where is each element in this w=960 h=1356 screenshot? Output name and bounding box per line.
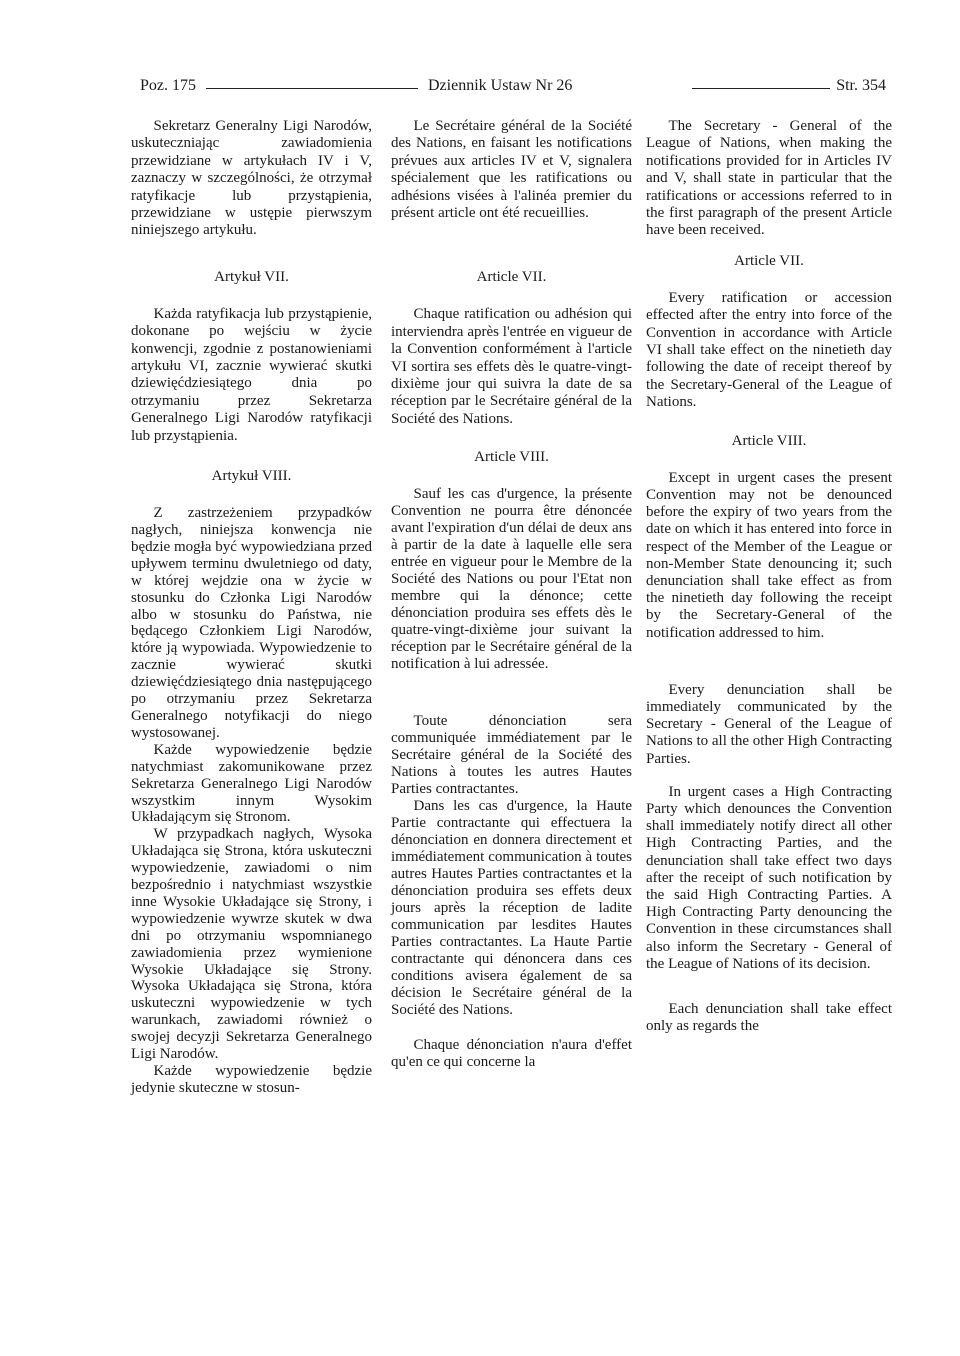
polish-article-8-paragraph-4: Każde wypowiedzenie będzie jedynie skuteczne w stosun- (131, 1063, 372, 1096)
french-article-8-paragraph-1: Sauf les cas d'urgence, la présente Convention ne pourra être dénoncée avant l'expiration d'un délai de deux ans à partir de la date à laquelle elle sera entrée en vigueur pour le Membre de la Société des Nations ou pour l'Etat non membre qui la dénonce; cette dénonciation produira ses effets dès le quatre-vingt-dixième jour suivant la réception par le Secrétaire général de la notification à lui adressée. (391, 486, 632, 673)
polish-article-8-paragraph-3: W przypadkach nagłych, Wysoka Układająca się Strona, która uskuteczni wypowiedzenie, zawiadomi o nim bezpośrednio i natychmiast wszystkie inne Wysokie Układające się Strony, i wypowiedzenie wywrze skutek w dwa dni po otrzymaniu wspomnianego zawiadomienia przez wymienione Wysokie Układające się Strony. Wysoka Układająca się Strona, która uskuteczni wypowiedzenie w tych warunkach, zawiadomi również o swojej decyzji Sekretarza Generalnego Ligi Narodów. (131, 826, 372, 1063)
header-rule-right (692, 88, 830, 89)
english-article-7-text: Every ratification or accession effected after the entry into force of the Convention in accordance with Article VI shall take effect on the ninetieth day following the date of receipt thereof by the Secretary-General of the League of Nations. (646, 289, 892, 411)
polish-article-7-heading: Artykuł VII. (214, 268, 289, 285)
french-article-8-paragraph-2: Toute dénonciation sera communiquée immédiatement par le Secrétaire général de la Société des Nations à toutes les autres Hautes Parties contractantes. (391, 713, 632, 798)
french-article-7-heading: Article VII. (476, 269, 547, 286)
french-article-8-heading: Article VIII. (474, 449, 549, 466)
polish-article-7-text: Każda ratyfikacja lub przystąpienie, dokonane po wejściu w życie konwencji, zgodnie z postanowieniami artykułu VI, zacznie wywierać skutki dziewięćdziesiątego dnia po otrzymaniu przez Sekretarza Generalnego Ligi Narodów ratyfikacji lub przystąpienia. (131, 305, 372, 444)
english-column (646, 118, 892, 1035)
english-article-7-heading: Article VII. (734, 252, 804, 269)
header-rule-left (206, 88, 418, 89)
french-article-8-paragraph-3: Dans les cas d'urgence, la Haute Partie contractante qui effectuera la dénonciation en donnera directement et immédiatement communication à toutes autres Hautes Parties contractantes et la dénonciation produira ses effets deux jours après la réception de ladite communication par lesdites Hautes Parties contractantes. La Haute Partie contractante qui dénoncera dans ces conditions avisera également de sa décision le Secrétaire général de la Société des Nations. (391, 798, 632, 1019)
page-number: Str. 354 (836, 77, 886, 94)
journal-title: Dziennik Ustaw Nr 26 (428, 77, 573, 94)
polish-column (131, 118, 372, 1097)
page-header (140, 76, 886, 102)
polish-intro-paragraph: Sekretarz Generalny Ligi Narodów, uskuteczniając zawiadomienia przewidziane w artykułach IV i V, zaznaczy w szczególności, że otrzymał ratyfikacje lub przystąpienia, przewidziane w ustępie pierwszym niniejszego artykułu. (131, 118, 372, 239)
polish-article-8-paragraph-2: Każde wypowiedzenie będzie natychmiast zakomunikowane przez Sekretarza Generalnego Ligi Narodów wszystkim innym Wysokim Układającym się Stronom. (131, 741, 372, 826)
polish-article-8-paragraph-1: Z zastrzeżeniem przypadków nagłych, niniejsza konwencja nie będzie mogła być wypowiedziana przed upływem terminu dwuletniego od daty, w której wejdzie ona w życie w stosunku do Członka Ligi Narodów albo w stosunku do Państwa, nie będącego Członkiem Ligi Narodów, które ją wypowiada. Wypowiedzenie to zacznie wywierać skutki dziewięćdziesiątego dnia następującego po otrzymaniu przez Sekretarza Generalnego notyfikacji do niego wystosowanej. (131, 505, 372, 741)
french-article-8-paragraph-4: Chaque dénonciation n'aura d'effet qu'en ce qui concerne la (391, 1037, 632, 1071)
french-article-7-text: Chaque ratification ou adhésion qui interviendra après l'entrée en vigueur de la Convention conformément à l'article VI sortira ses effets dès le quatre-vingt-dixième jour qui suivra la date de sa réception par le Secrétaire général de la Société des Nations. (391, 306, 632, 427)
english-article-8-paragraph-1: Except in urgent cases the present Convention may not be denounced before the expiry of two years from the date on which it has entered into force in respect of the Member of the League or non-Member State denouncing it; such denunciation shall take effect as from the ninetieth day following the receipt by the Secretary-General of the notification addressed to him. (646, 469, 892, 641)
english-article-8-paragraph-2: Every denunciation shall be immediately communicated by the Secretary - General of the League of Nations to all the other High Contracting Parties. (646, 681, 892, 767)
english-article-8-heading: Article VIII. (731, 432, 807, 449)
english-intro-paragraph: The Secretary - General of the League of Nations, when making the notifications provided for in Articles IV and V, shall state in particular that the ratifications or accessions referred to in the first paragraph of the present Article have been received. (646, 118, 892, 239)
english-article-8-paragraph-4: Each denunciation shall take effect only as regards the (646, 1000, 892, 1035)
french-intro-paragraph: Le Secrétaire général de la Société des Nations, en faisant les notifications prévues aux articles IV et V, signalera spécialement que les ratifications ou adhésions visées à l'alinéa premier du présent article ont été recueillies. (391, 118, 632, 222)
polish-article-8-heading: Artykuł VIII. (211, 468, 292, 485)
english-article-8-paragraph-3: In urgent cases a High Contracting Party which denounces the Convention shall immediately notify direct all other High Contracting Parties, and the denunciation shall take effect two days after the receipt of such notification by the said High Contracting Parties. A High Contracting Party denouncing the Convention in these circumstances shall also inform the Secretary - General of the League of Nations of its decision. (646, 783, 892, 972)
position-number: Poz. 175 (140, 77, 196, 94)
french-column (391, 118, 632, 1071)
